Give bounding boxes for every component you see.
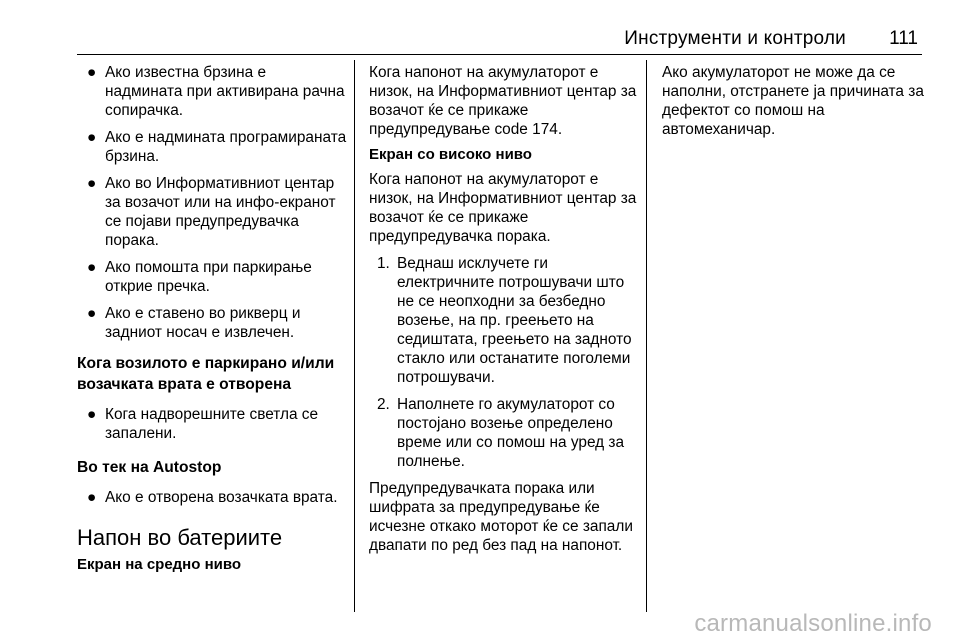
steps-list	[369, 254, 637, 471]
bullet-icon: ●	[87, 489, 97, 506]
list-item: ● Ако е отворена возачката врата.	[87, 489, 338, 506]
header-rule	[77, 54, 922, 55]
bullet-list-autostop	[77, 488, 347, 507]
list-item: ● Кога надворешните светла се запалени.	[87, 406, 319, 442]
bullet-list-conditions	[77, 63, 347, 342]
list-item: ● Ако во Информативниот центар за возачот или на инфо-екранот се појави предупредувачка порака.	[87, 175, 336, 249]
bullet-icon: ●	[87, 406, 97, 423]
heading-battery-voltage: Напон во батериите	[77, 525, 283, 550]
bullet-icon: ●	[87, 64, 97, 81]
list-item: ● Ако е ставено во рикверц и задниот носач е извлечен.	[87, 305, 301, 341]
column-divider-2	[646, 60, 647, 612]
paragraph-cannot-charge: Ако акумулаторот не може да се наполни, отстранете ја причината за дефектот со помош на автомеханичар.	[662, 64, 924, 138]
list-item: ● Ако е надмината програмираната брзина.	[87, 129, 347, 165]
bullet-icon: ●	[87, 259, 97, 276]
list-item: 2. Наполнете го акумулаторот со постојано возење определено време или со помош на уред за полнење.	[377, 396, 625, 470]
heading-parked: Кога возилото е паркирано и/или возачката врата е отворена	[77, 355, 335, 393]
page-header-title: Инструменти и контроли	[624, 28, 846, 49]
list-item: ● Ако помошта при паркирање открие пречка.	[87, 259, 312, 295]
bullet-icon: ●	[87, 129, 97, 146]
paragraph-low-voltage-code: Кога напонот на акумулаторот е низок, на Информативниот центар за возачот ќе се прикаже предупредување code 174.	[369, 64, 637, 138]
watermark: carmanualsonline.info	[694, 610, 932, 637]
bullet-icon: ●	[87, 305, 97, 322]
column-2	[369, 60, 637, 555]
column-3	[662, 60, 924, 139]
paragraph-low-voltage-message: Кога напонот на акумулаторот е низок, на Информативниот центар за возачот ќе се прикаже предупредувачка порака.	[369, 171, 637, 245]
list-item: ● Ако известна брзина е надмината при активирана рачна сопирачка.	[87, 64, 345, 119]
column-1	[77, 60, 347, 575]
subheading-high-display: Екран со високо ниво	[369, 146, 532, 163]
page-number: 111	[889, 28, 918, 49]
heading-autostop: Во тек на Autostop	[77, 459, 222, 476]
column-divider-1	[354, 60, 355, 612]
bullet-icon: ●	[87, 175, 97, 192]
list-item: 1. Веднаш исклучете ги електричните потрошувачи што не се неопходни за безбедно возење, на пр. греењето на седиштата, греењето на задното стакло или останатите поголеми потрошувачи.	[377, 255, 632, 386]
paragraph-warning-disappears: Предупредувачката порака или шифрата за предупредување ќе исчезне откако моторот ќе се запали двапати по ред без пад на напонот.	[369, 480, 633, 554]
bullet-list-parked	[77, 405, 347, 443]
subheading-medium-display: Екран на средно ниво	[77, 556, 242, 573]
